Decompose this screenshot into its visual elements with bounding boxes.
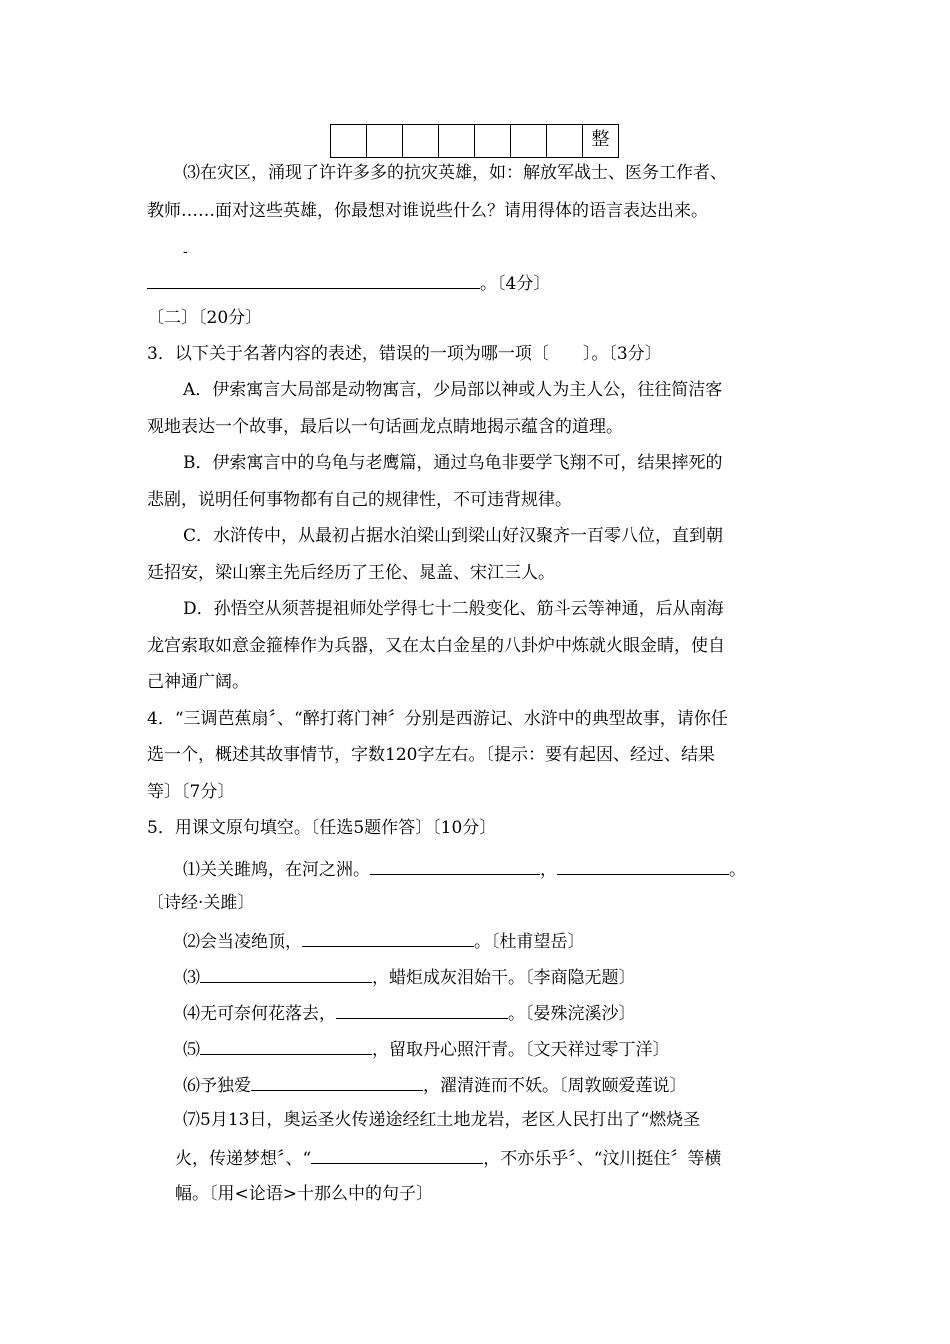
q3-answer-line — [147, 270, 550, 296]
q5-item-7-text: ，不亦乐乎〞、“汶川挺住〞等横 — [483, 1149, 722, 1169]
fill-blank[interactable] — [557, 856, 729, 875]
option-b-line1: B．伊索寓言中的乌龟与老鹰篇，通过乌龟非要学飞翔不可，结果摔死的 — [183, 453, 723, 473]
q5-item-6-prompt: ⑹予独爱 — [183, 1076, 251, 1096]
grid-cell — [403, 124, 439, 158]
grid-cell — [475, 124, 511, 158]
fill-blank[interactable] — [311, 1145, 483, 1164]
fill-blank[interactable] — [370, 856, 540, 875]
grid-cell — [331, 124, 367, 158]
q5-item-6 — [183, 1072, 687, 1098]
fill-blank[interactable] — [336, 1000, 508, 1019]
option-d-line3: 己神通广阔。 — [147, 672, 249, 692]
fill-blank[interactable] — [200, 1036, 372, 1055]
option-b-line2: 悲剧，说明任何事物都有自己的规律性，不可违背规律。 — [147, 490, 572, 510]
question-5-stem: 5．用课文原句填空。〔任选5题作答〕〔10分〕 — [147, 818, 497, 838]
grid-cell-filled: 整 — [583, 124, 619, 158]
q5-item-1-source: 〔诗经·关雎〕 — [147, 893, 255, 913]
question-3-stem: 3．以下关于名著内容的表述，错误的一项为哪一项〔 〕。〔3分〕 — [147, 344, 662, 364]
grid-cell — [547, 124, 583, 158]
option-d-line2: 龙宫索取如意金箍棒作为兵器，又在太白金星的八卦炉中炼就火眼金睛，使自 — [147, 636, 725, 656]
q5-item-3 — [183, 964, 636, 990]
option-a-line2: 观地表达一个故事，最后以一句话画龙点睛地揭示蕴含的道理。 — [147, 417, 623, 437]
q5-item-5-number: ⑸ — [183, 1040, 200, 1060]
option-d-line1: D．孙悟空从须菩提祖师处学得七十二般变化、筋斗云等神通，后从南海 — [183, 599, 724, 619]
q5-item-5-text: ，留取丹心照汗青。〔文天祥过零丁洋〕 — [372, 1040, 670, 1060]
question-4-line2: 选一个，概述其故事情节，字数120字左右。〔提示：要有起因、经过、结果 — [147, 745, 715, 765]
q5-item-7-line3: 幅。〔用<论语>十那么中的句子〕 — [175, 1184, 433, 1204]
answer-grid — [330, 124, 619, 158]
q5-item-5 — [183, 1036, 670, 1062]
grid-cell — [511, 124, 547, 158]
q5-item-1-prompt: ⑴关关雎鸠，在河之洲。 — [183, 860, 370, 880]
q5-item-4-prompt: ⑷无可奈何花落去， — [183, 1004, 336, 1024]
q5-item-2-prompt: ⑵会当凌绝顶， — [183, 932, 302, 952]
q5-item-1-comma: ， — [540, 860, 557, 880]
question-4-line1: 4．“三调芭蕉扇〞、“醉打蒋门神〞分别是西游记、水浒中的典型故事，请你任 — [147, 709, 728, 729]
option-c-line2: 廷招安，梁山寨主先后经历了王伦、晁盖、宋江三人。 — [147, 563, 555, 583]
grid-cell — [367, 124, 403, 158]
stray-dash: - — [183, 244, 188, 260]
q5-item-7-line2 — [175, 1145, 721, 1171]
q5-item-4-source: 。〔晏殊浣溪沙〕 — [508, 1004, 636, 1024]
section-two-heading: 〔二〕〔20分〕 — [147, 308, 263, 328]
fill-blank[interactable] — [251, 1072, 423, 1091]
q5-item-6-text: ，濯清涟而不妖。〔周敦颐爱莲说〕 — [423, 1076, 687, 1096]
question-4-line3: 等〕〔7分〕 — [147, 782, 235, 802]
fill-blank[interactable] — [302, 928, 474, 947]
q3-prompt-line2: 教师……面对这些英雄，你最想对谁说些什么？请用得体的语言表达出来。 — [147, 201, 708, 221]
q5-item-4 — [183, 1000, 636, 1026]
q5-item-1 — [183, 856, 746, 882]
q5-item-1-end: 。 — [729, 860, 746, 880]
q5-item-7-prompt: 火，传递梦想〞、“ — [175, 1149, 312, 1169]
q5-item-3-text: ，蜡炬成灰泪始干。〔李商隐无题〕 — [372, 968, 636, 988]
q5-item-7-line1: ⑺5月13日，奥运圣火传递途经红土地龙岩，老区人民打出了“燃烧圣 — [183, 1110, 701, 1130]
q3-prompt-line1: ⑶在灾区，涌现了许许多多的抗灾英雄，如：解放军战士、医务工作者、 — [183, 163, 727, 183]
option-c-line1: C．水浒传中，从最初占据水泊梁山到梁山好汉聚齐一百零八位，直到朝 — [183, 526, 724, 546]
q5-item-2-source: 。〔杜甫望岳〕 — [474, 932, 585, 952]
fill-blank[interactable] — [200, 964, 372, 983]
grid-cell — [439, 124, 475, 158]
option-a-line1: A．伊索寓言大局部是动物寓言，少局部以神或人为主人公，往往简洁客 — [183, 380, 723, 400]
q3-score: 。〔4分〕 — [480, 274, 551, 294]
q5-item-3-number: ⑶ — [183, 968, 200, 988]
q5-item-2 — [183, 928, 585, 954]
answer-blank[interactable] — [147, 270, 480, 289]
